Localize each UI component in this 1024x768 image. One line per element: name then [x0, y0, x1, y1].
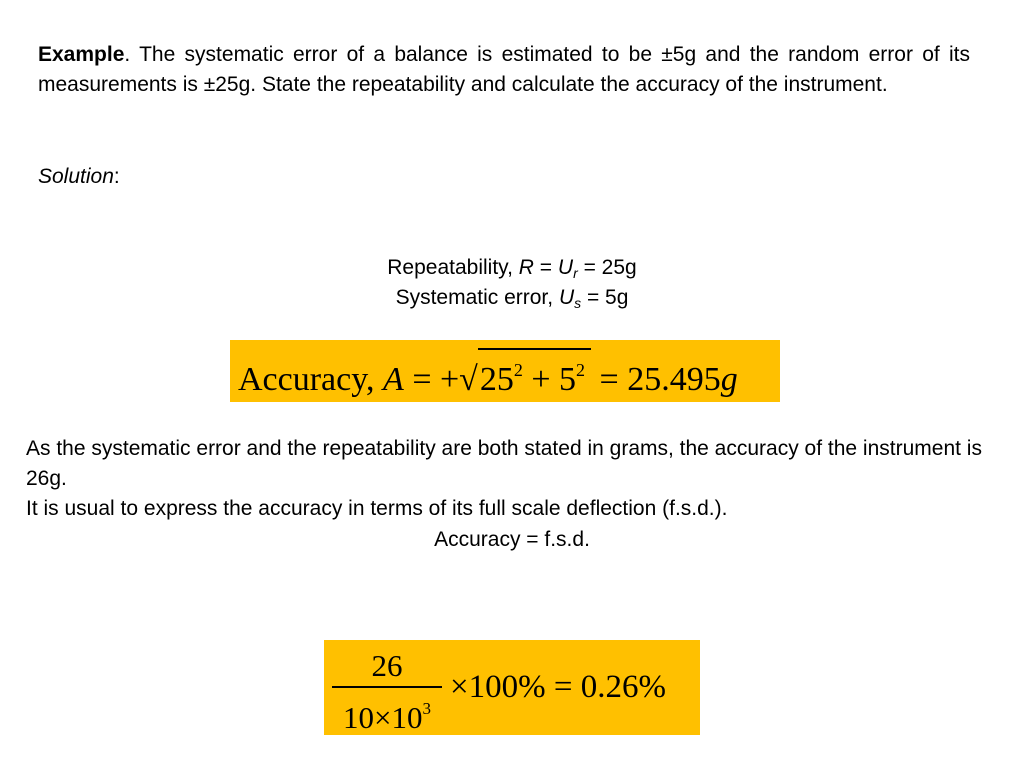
radicand	[478, 348, 591, 400]
fsd-line: Accuracy = f.s.d.	[434, 528, 590, 551]
radicand-plus: + 5	[522, 361, 577, 398]
accuracy-symbol: A	[383, 361, 404, 398]
fraction-numerator: 26	[332, 646, 442, 688]
explanation-line-1: As the systematic error and the repeatability are both stated in grams, the accuracy of the instrument is 26g.	[26, 437, 982, 490]
solution-heading	[38, 162, 120, 192]
systematic-prefix: Systematic error,	[395, 286, 559, 309]
denominator-exponent: 3	[422, 699, 431, 718]
radicand-exp1: 2	[513, 360, 523, 380]
example-label: Example	[38, 43, 125, 66]
systematic-value: = 5g	[581, 286, 629, 309]
repeatability-u: U	[557, 256, 574, 279]
explanation-paragraph	[26, 434, 1006, 524]
radicand-exp2: 2	[576, 360, 586, 380]
percent-equation-box	[324, 640, 700, 735]
denominator-base: 10×10	[343, 700, 423, 735]
accuracy-word: Accuracy,	[238, 361, 384, 398]
example-paragraph	[38, 40, 970, 100]
radicand-term1: 25	[479, 361, 514, 398]
accuracy-ops: = +	[403, 361, 460, 398]
square-root	[459, 348, 591, 404]
repeatability-value: = 25g	[577, 256, 637, 279]
explanation-line-2: It is usual to express the accuracy in terms of its full scale deflection (f.s.d.).	[26, 497, 728, 520]
repeatability-symbol: R	[518, 256, 534, 279]
repeatability-prefix: Repeatability,	[387, 256, 519, 279]
accuracy-equation	[238, 348, 738, 404]
percent-result: ×100% = 0.26%	[450, 669, 666, 705]
accuracy-result: = 25.495	[591, 361, 721, 398]
systematic-u: U	[558, 286, 575, 309]
accuracy-equation-box	[230, 340, 780, 402]
repeatability-equals: =	[533, 256, 558, 279]
systematic-subscript: s	[574, 295, 582, 311]
repeatability-subscript: r	[573, 265, 578, 281]
example-text: . The systematic error of a balance is estimated to be ±5g and the random error of its measurements is ±25g. State the repeatability and calculate the accuracy of the instrument.	[38, 43, 970, 96]
solution-label: Solution	[38, 165, 114, 188]
fraction-denominator	[332, 688, 442, 739]
accuracy-unit: g	[720, 361, 738, 398]
solution-colon: :	[113, 165, 120, 188]
radical-sign: √	[459, 361, 478, 398]
fraction	[332, 646, 442, 739]
systematic-error-line	[0, 283, 1024, 318]
